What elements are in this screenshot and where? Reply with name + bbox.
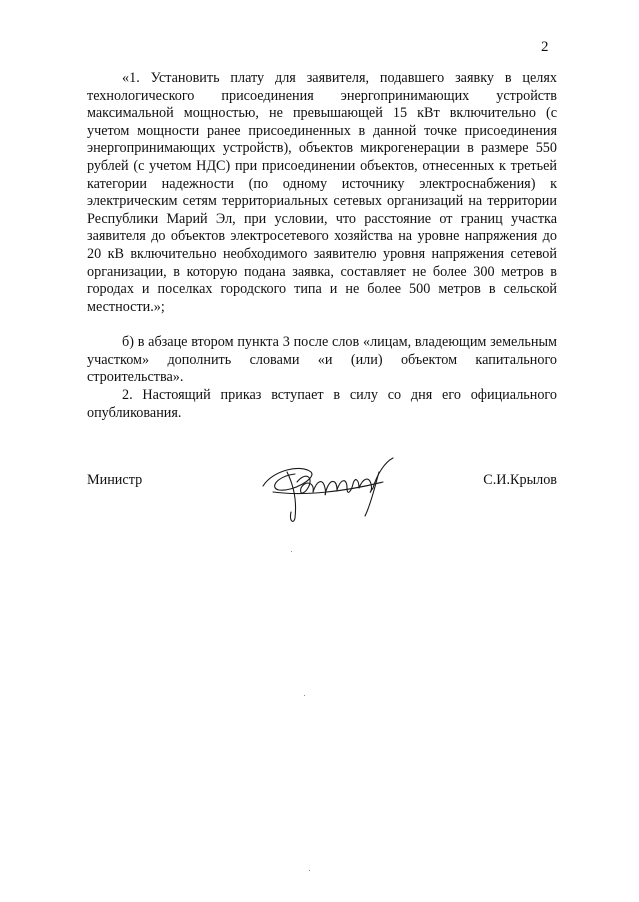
handwritten-signature: [253, 452, 403, 532]
page-number: 2: [541, 39, 549, 55]
paragraph-effective-date: 2. Настоящий приказ вступает в силу со дня его официального опубликования.: [87, 387, 557, 421]
scan-speck: [291, 551, 292, 552]
signature-block: [87, 470, 557, 530]
paragraph-amendment-b: б) в абзаце втором пункта 3 после слов «лицам, владеющим земельным участком» дополнить словами «и (или) объектом капитального строительства».: [87, 334, 557, 386]
scan-speck: [309, 870, 310, 871]
signer-title: Министр: [87, 472, 143, 488]
signer-name: С.И.Крылов: [483, 472, 557, 488]
paragraph-tariff-clause: «1. Установить плату для заявителя, подавшего заявку в целях технологического присоединения энергопринимающих устройств максимальной мощностью, не превышающей 15 кВт включительно (с учетом мощности ранее присоединенных в данной точке присоединения энергопринимающих устройств), объектов микрогенерации в размере 550 рублей (с учетом НДС) при присоединении объектов, отнесенных к третьей категории надежности (по одному источнику электроснабжения) к электрическим сетям территориальных сетевых организаций на территории Республики Марий Эл, при условии, что расстояние от границ участка заявителя до объектов электросетевого хозяйства на уровне напряжения до 20 кВ включительно необходимого заявителю уровня напряжения сетевой организации, в которую подана заявка, составляет не более 300 метров в городах и поселках городского типа и не более 500 метров в сельской местности.»;: [87, 70, 557, 315]
scan-speck: [304, 695, 305, 696]
